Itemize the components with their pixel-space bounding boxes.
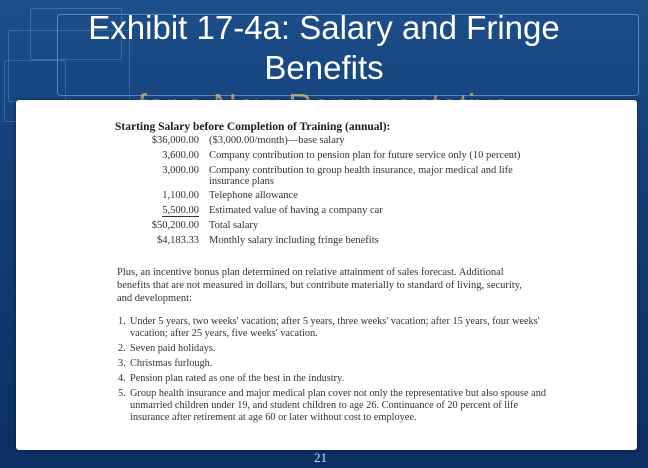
description-cell: Estimated value of having a company car [209,205,383,216]
amount-cell: $4,183.33 [157,235,199,246]
title-line: Benefits [264,49,384,86]
list-text: Christmas furlough. [130,358,213,369]
description-cell: Company contribution to group health insurance, major medical and life insurance plans [209,165,513,187]
list-item [118,388,548,424]
list-number: 4. [118,373,126,384]
description-cell: ($3,000.00/month)—base salary [209,135,345,146]
list-item [118,373,548,385]
list-number: 3. [118,358,126,369]
benefits-list [118,316,548,427]
list-number: 5. [118,388,126,399]
amount-cell: 1,100.00 [162,190,199,201]
list-text: Group health insurance and major medical plan cover not only the representative but also spouse and unmarried children under 19, and student children to age 26. Continuance of 20 percent of life insurance after retirement at age 60 or later without cost to employee. [130,388,547,423]
title-line: Exhibit 17-4a: Salary and Fringe [88,9,560,46]
table-row [16,205,637,220]
list-item [118,358,548,370]
list-text: Seven paid holidays. [130,343,216,354]
benefits-intro-paragraph: Plus, an incentive bonus plan determined on relative attainment of sales forecast. Additional benefits that are not measured in dollars, but contribute materially to standard of living, security, and development: [117,267,522,304]
table-row [16,165,637,190]
table-row [16,150,637,165]
page-number: 21 [314,450,327,465]
list-item [118,316,548,340]
scanned-document [16,100,637,450]
table-row [16,220,637,235]
list-text: Under 5 years, two weeks' vacation; after 5 years, three weeks' vacation; after 15 years, four weeks' vacation; after 25 years, five weeks' vacation. [130,316,540,339]
amount-cell: $36,000.00 [151,135,199,146]
table-row [16,190,637,205]
list-text: Pension plan rated as one of the best in the industry. [130,373,345,384]
description-cell: Company contribution to pension plan for future service only (10 percent) [209,150,521,161]
amount-cell: $50,200.00 [151,220,199,231]
list-item [118,343,548,355]
salary-heading: Starting Salary before Completion of Training (annual): [115,121,391,133]
table-row [16,135,637,150]
description-cell: Monthly salary including fringe benefits [209,235,379,246]
description-cell: Telephone allowance [209,190,298,201]
list-number: 1. [118,316,126,327]
table-row [16,235,637,250]
amount-cell: 5,500.00 [162,205,199,216]
list-number: 2. [118,343,126,354]
description-cell: Total salary [209,220,259,231]
amount-cell: 3,000.00 [162,165,199,176]
amount-cell: 3,600.00 [162,150,199,161]
salary-table [16,135,637,250]
